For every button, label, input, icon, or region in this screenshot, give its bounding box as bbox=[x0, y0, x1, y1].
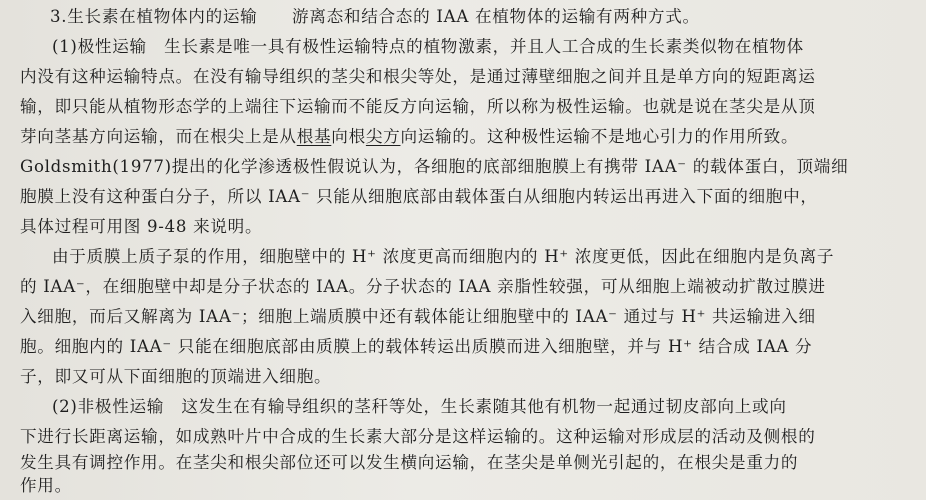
paragraph-polar-line-4: 芽向茎基方向运输，而在根尖上是从根基向根尖方向运输的。这种极性运输不是地心引力的作用所致。 bbox=[20, 127, 799, 146]
paragraph-mechanism-line-4: 胞。细胞内的 IAA⁻ 只能在细胞底部由质膜上的载体转运出质膜而进入细胞壁，并与 H⁺ 结合成 IAA 分 bbox=[20, 337, 813, 356]
paragraph-mechanism-line-5: 子，即又可从下面细胞的顶端进入细胞。 bbox=[20, 367, 332, 386]
paragraph-polar-line-5: Goldsmith(1977)提出的化学渗透极性假说认为，各细胞的底部细胞膜上有携带 IAA⁻ 的载体蛋白，顶端细 bbox=[20, 157, 849, 176]
paragraph-nonpolar-line-2: 下进行长距离运输，如成熟叶片中合成的生长素大部分是这样运输的。这种运输对形成层的活动及侧根的 bbox=[20, 427, 816, 446]
paragraph-nonpolar-line-3: 发生具有调控作用。在茎尖和根尖部位还可以发生横向运输，在茎尖是单侧光引起的，在根尖是重力的 bbox=[20, 453, 799, 472]
paragraph-nonpolar-line-4: 作用。 bbox=[20, 476, 72, 495]
section-heading: 3.生长素在植物体内的运输 游离态和结合态的 IAA 在植物体的运输有两种方式。 bbox=[50, 7, 700, 26]
paragraph-mechanism-line-1: 由于质膜上质子泵的作用，细胞壁中的 H⁺ 浓度更高而细胞内的 H⁺ 浓度更低，因此在细胞内是负离子 bbox=[52, 247, 835, 266]
paragraph-polar-line-7: 具体过程可用图 9-48 来说明。 bbox=[20, 217, 263, 236]
paragraph-polar-line-6: 胞膜上没有这种蛋白分子，所以 IAA⁻ 只能从细胞底部由载体蛋白从细胞内转运出再进入下面的细胞中， bbox=[20, 187, 818, 206]
paragraph-polar-line-2: 内没有这种运输特点。在没有输导组织的茎尖和根尖等处，是通过薄壁细胞之间并且是单方向的短距离运 bbox=[20, 67, 816, 86]
paragraph-nonpolar-line-1: (2)非极性运输 这发生在有输导组织的茎秆等处，生长素随其他有机物一起通过韧皮部向上或向 bbox=[52, 397, 787, 416]
paragraph-mechanism-line-2: 的 IAA⁻，在细胞壁中却是分子状态的 IAA。分子状态的 IAA 亲脂性较强，可从细胞上端被动扩散过膜进 bbox=[20, 277, 826, 296]
paragraph-mechanism-line-3: 入细胞，而后又解离为 IAA⁻；细胞上端质膜中还有载体能让细胞壁中的 IAA⁻ 通过与 H⁺ 共运输进入细 bbox=[20, 307, 816, 326]
paragraph-polar-line-1: (1)极性运输 生长素是唯一具有极性运输特点的植物激素，并且人工合成的生长素类似物在植物体 bbox=[52, 37, 804, 56]
paragraph-polar-line-3: 输，即只能从植物形态学的上端往下运输而不能反方向运输，所以称为极性运输。也就是说在茎尖是从顶 bbox=[20, 97, 816, 116]
